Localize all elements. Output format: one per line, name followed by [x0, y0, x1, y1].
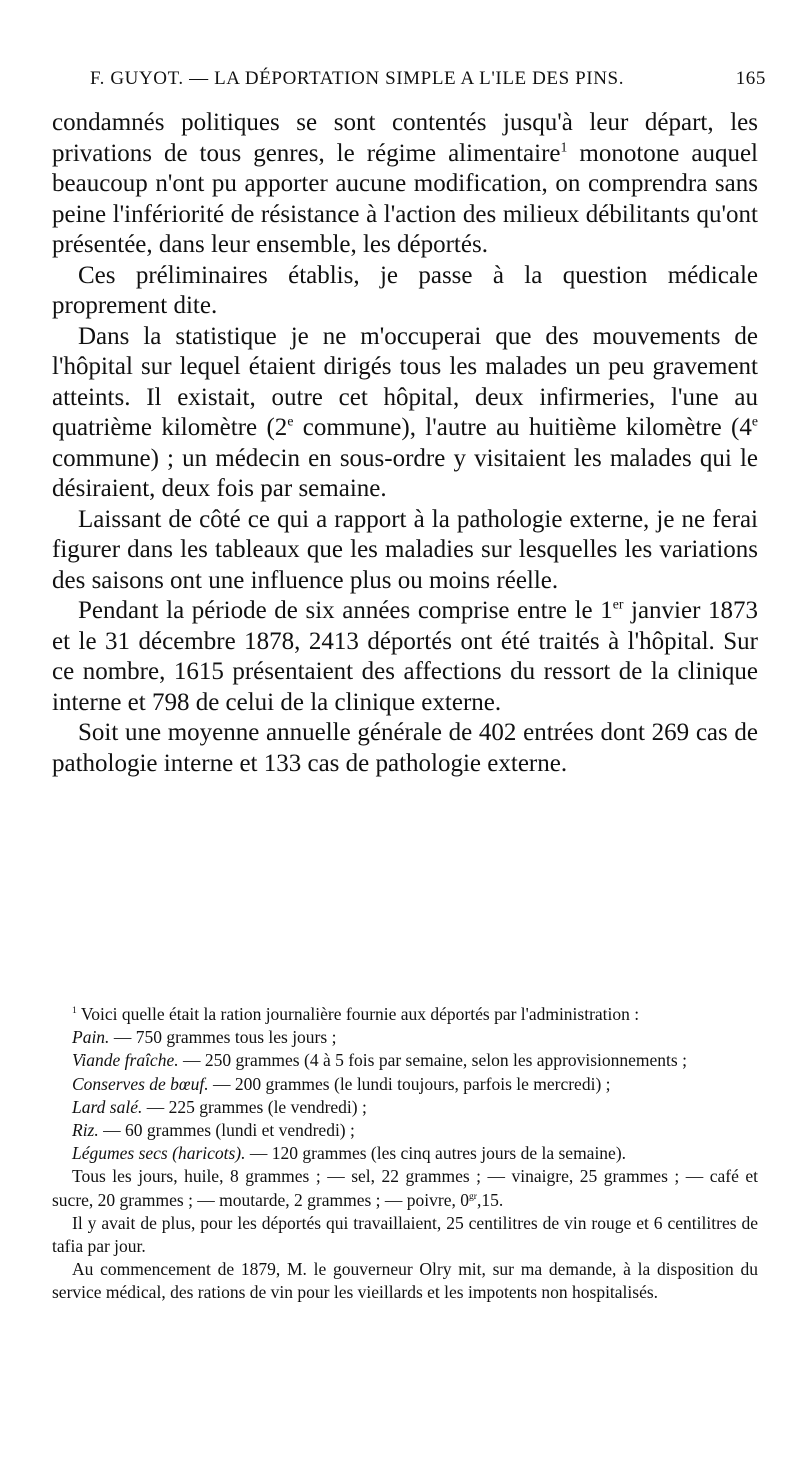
ration-label: Légumes secs (haricots).: [72, 1143, 246, 1164]
ration-text: — 60 grammes (lundi et vendredi) ;: [98, 1120, 355, 1141]
ration-label: Conserves de bœuf.: [72, 1073, 209, 1094]
running-title: F. GUYOT. — LA DÉPORTATION SIMPLE A L'ILE DES PINS.: [90, 68, 625, 89]
paragraph-3-text-b: commune), l'autre au huitième kilomètre (4: [293, 414, 752, 441]
ration-label: Pain.: [72, 1027, 110, 1048]
paragraph-2: Ces préliminaires établis, je passe à la question médicale proprement dite.: [52, 261, 758, 319]
daily-rations-end: ,15.: [477, 1189, 504, 1210]
main-text: [52, 108, 758, 779]
ration-text: — 120 grammes (les cinq autres jours de la semaine).: [245, 1143, 627, 1164]
paragraph-1: [52, 108, 758, 261]
ration-daily: [52, 1165, 758, 1211]
ordinal-superscript: e: [287, 413, 294, 429]
paragraph-3: [52, 322, 758, 505]
ration-viande: [52, 1049, 758, 1072]
ration-text: — 200 grammes (le lundi toujours, parfois le mercredi) ;: [208, 1073, 611, 1094]
ration-text: — 250 grammes (4 à 5 fois par semaine, selon les approvisionnements ;: [178, 1050, 687, 1071]
ration-vin: Il y avait de plus, pour les déportés qui travaillaient, 25 centilitres de vin rouge et 6 centilitres de tafia par jour.: [52, 1212, 758, 1257]
paragraph-5-text-a: Pendant la période de six années comprise entre le 1: [78, 597, 613, 624]
paragraph-1-rest: monotone auquel beaucoup n'ont pu apporter aucune modification, on comprendra sans peine l'infériorité de résistance à l'action des milieux débilitants qu'ont présentée, dans leur ensemble, les déportés.: [52, 139, 758, 258]
paragraph-5-text-b: janvier 1873 et le 31 décembre 1878, 2413 déportés ont été traités à l'hôpital. Sur ce nombre, 1615 présentaient des affections du ressort de la clinique interne et 798 de celui de la clinique externe.: [52, 597, 758, 716]
paragraph-6: Soit une moyenne annuelle générale de 402 entrées dont 269 cas de pathologie interne et 133 cas de pathologie externe.: [52, 719, 758, 777]
paragraph-3-text-a: Dans la statistique je ne m'occuperai que des mouvements de l'hôpital sur lequel étaient dirigés tous les malades un peu gravement atteints. Il existait, outre cet hôpital, deux infirmeries, l'une au quatrième kilomètre (2: [52, 322, 758, 441]
ordinal-superscript: er: [612, 596, 624, 612]
footnote-block: [52, 1003, 758, 1305]
paragraph-4: Laissant de côté ce qui a rapport à la pathologie externe, je ne ferai figurer dans les tableaux que les maladies sur lesquelles les variations des saisons ont une influence plus ou moins réelle.: [52, 505, 758, 594]
paragraph-1-text: condamnés politiques se sont contentés jusqu'à leur départ, les privations de tous genres, le régime alimentaire: [52, 109, 758, 167]
daily-rations-text: Tous les jours, huile, 8 grammes ; — sel, 22 grammes ; — vinaigre, 25 grammes ; — café et sucre, 20 grammes ; — moutarde, 2 grammes ; — poivre, 0: [52, 1166, 758, 1210]
ration-riz: [52, 1119, 758, 1142]
ration-label: Viande fraîche.: [72, 1050, 179, 1071]
ration-text: — 750 grammes tous les jours ;: [109, 1027, 337, 1048]
footnote-marker: 1: [72, 1005, 77, 1017]
paragraph-3-text-c: commune) ; un médecin en sous-ordre y visitaient les malades qui le désiraient, deux fois par semaine.: [52, 444, 758, 502]
ration-legumes: [52, 1142, 758, 1165]
ration-label: Riz.: [72, 1120, 99, 1141]
ration-pain: [52, 1026, 758, 1049]
ration-conserves: [52, 1073, 758, 1096]
unit-superscript: gr: [468, 1190, 477, 1202]
footnote-intro: [52, 1003, 758, 1026]
ration-text: — 225 grammes (le vendredi) ;: [142, 1096, 367, 1117]
footnote-intro-text: Voici quelle était la ration journalière fournie aux déportés par l'administration :: [76, 1004, 640, 1024]
footnote-commencement: Au commencement de 1879, M. le gouverneur Olry mit, sur ma demande, à la disposition du service médical, des rations de vin pour les vieillards et les impotents non hospitalisés.: [52, 1259, 758, 1303]
ration-label: Lard salé.: [72, 1096, 143, 1117]
ordinal-superscript: e: [751, 413, 758, 429]
footnote-ref: 1: [560, 139, 568, 155]
ration-lard: [52, 1096, 758, 1119]
paragraph-5: [52, 596, 758, 718]
page-number: 165: [735, 68, 766, 89]
running-head: [90, 68, 770, 98]
